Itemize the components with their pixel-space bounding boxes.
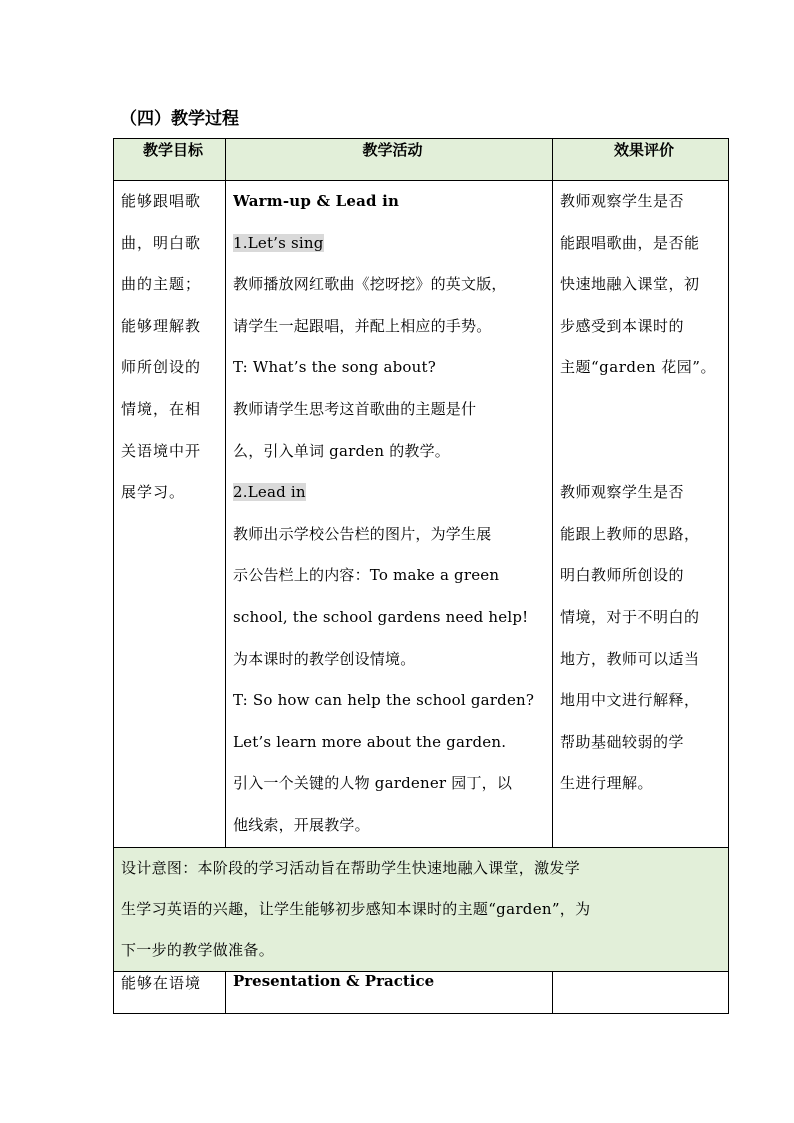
evaluation-cell [553, 181, 729, 848]
next-activity-heading: Presentation & Practice [233, 972, 435, 991]
evaluation-line: 教师观察学生是否 [560, 192, 685, 210]
evaluation-line: 地方，教师可以适当 [560, 649, 700, 668]
goal-line: 能够理解教 [121, 316, 202, 335]
header-row [114, 139, 729, 181]
evaluation-line: 情境，对于不明白的 [560, 607, 700, 626]
design-intent-line: 设计意图：本阶段的学习活动旨在帮助学生快速地融入课堂，激发学 [121, 858, 581, 877]
evaluation-line: 主题“garden 花园”。 [560, 358, 716, 377]
goal-line: 情境，在相 [121, 399, 202, 418]
activity-line: 为本课时的教学创设情境。 [233, 649, 416, 668]
activity-heading: Warm-up & Lead in [233, 192, 400, 210]
evaluation-line: 明白教师所创设的 [560, 566, 685, 585]
goal-line: 师所创设的 [121, 358, 202, 377]
activity-line: 么，引入单词 garden 的教学。 [233, 441, 450, 460]
goal-line: 展学习。 [121, 483, 186, 502]
goal-line: 曲的主题； [121, 275, 202, 294]
evaluation-line: 步感受到本课时的 [560, 316, 685, 335]
evaluation-line: 能跟唱歌曲，是否能 [560, 233, 700, 252]
activity-line: school, the school gardens need help! [233, 607, 529, 626]
activity-line: T: So how can help the school garden? [233, 691, 535, 710]
activity-line: Let’s learn more about the garden. [233, 732, 507, 751]
evaluation-line: 能跟上教师的思路， [560, 524, 700, 543]
header-activity: 教学活动 [226, 139, 553, 181]
activity-line: 他线索，开展教学。 [233, 815, 370, 834]
evaluation-line: 帮助基础较弱的学 [560, 732, 685, 751]
next-evaluation-cell [553, 972, 729, 1014]
activity-cell [226, 181, 553, 848]
header-goal: 教学目标 [114, 139, 226, 181]
next-activity-cell [226, 972, 553, 1014]
step2-title: 2.Lead in [233, 483, 306, 502]
activity-line: 示公告栏上的内容：To make a green [233, 566, 500, 585]
activity-line: 教师出示学校公告栏的图片，为学生展 [233, 524, 492, 543]
header-evaluation: 效果评价 [553, 139, 729, 181]
presentation-row [114, 972, 729, 1014]
design-intent-row [114, 847, 729, 972]
activity-line: T: What’s the song about? [233, 358, 436, 377]
activity-line: 请学生一起跟唱，并配上相应的手势。 [233, 316, 492, 335]
goal-line: 曲，明白歌 [121, 233, 202, 252]
next-goal-text: 能够在语境 [121, 974, 202, 993]
goal-line: 关语境中开 [121, 441, 202, 460]
teaching-process-table [113, 138, 729, 1014]
next-goal-cell [114, 972, 226, 1014]
evaluation-line: 教师观察学生是否 [560, 483, 685, 502]
evaluation-line: 地用中文进行解释， [560, 691, 700, 710]
section-title: （四）教学过程 [120, 109, 239, 129]
evaluation-line: 快速地融入课堂，初 [560, 275, 700, 294]
activity-line: 教师播放网红歌曲《挖呀挖》的英文版， [233, 275, 507, 294]
design-intent-line: 生学习英语的兴趣，让学生能够初步感知本课时的主题“garden”，为 [121, 899, 591, 918]
warmup-row [114, 181, 729, 848]
goal-cell [114, 181, 226, 848]
activity-line: 引入一个关键的人物 gardener 园丁，以 [233, 774, 513, 793]
design-intent-line: 下一步的教学做准备。 [121, 941, 275, 960]
goal-line: 能够跟唱歌 [121, 192, 202, 210]
evaluation-line: 生进行理解。 [560, 774, 654, 793]
activity-line: 教师请学生思考这首歌曲的主题是什 [233, 399, 477, 418]
step1-title: 1.Let’s sing [233, 233, 324, 252]
design-intent-cell [114, 847, 729, 972]
